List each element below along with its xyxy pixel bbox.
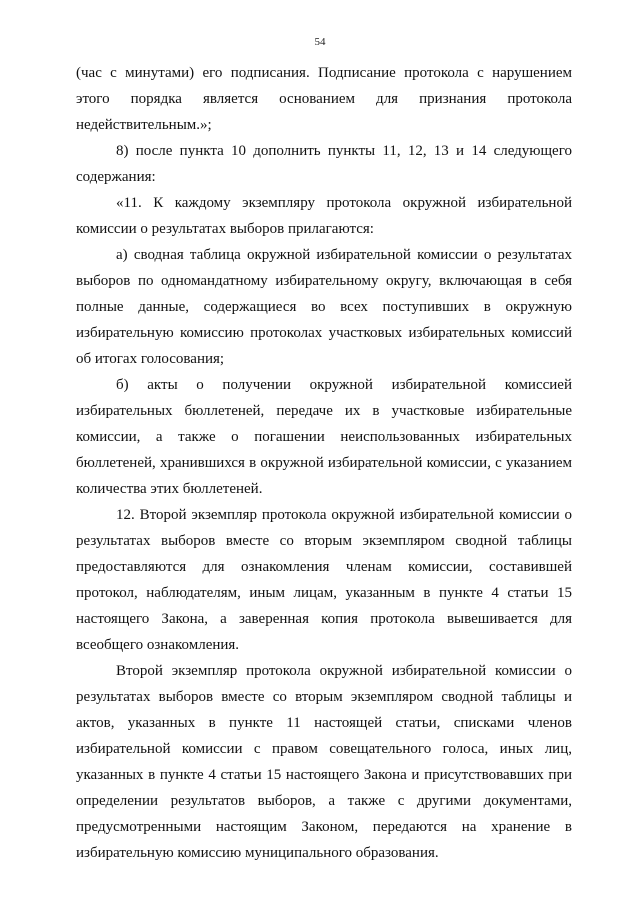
document-body — [76, 60, 572, 866]
paragraph-point-12: 12. Второй экземпляр протокола окружной избирательной комиссии о результатах выборов вместе со вторым экземпляром сводной таблицы предоставляются для ознакомления членам комиссии, составившей протокол, наблюдателям, иным лицам, указанным в пункте 4 статьи 15 настоящего Закона, а заверенная копия протокола вывешивается для всеобщего ознакомления. — [76, 507, 572, 653]
paragraph-subpoint-a: а) сводная таблица окружной избирательной комиссии о результатах выборов по одномандатному избирательному округу, включающая в себя полные данные, содержащиеся во всех поступивших в окружную избирательную комиссию протоколах участковых избирательных комиссий об итогах голосования; — [76, 247, 572, 367]
paragraph-continuation: (час с минутами) его подписания. Подписание протокола с нарушением этого порядка является основанием для признания протокола недействительным.»; — [76, 65, 572, 133]
paragraph-point-12-second: Второй экземпляр протокола окружной избирательной комиссии о результатах выборов вместе со вторым экземпляром сводной таблицы и актов, указанных в пункте 11 настоящей статьи, списками членов избирательной комиссии с правом совещательного голоса, иных лиц, указанных в пункте 4 статьи 15 настоящего Закона и присутствовавших при определении результатов выборов, а также с другими документами, предусмотренными настоящим Законом, передаются на хранение в избирательную комиссию муниципального образования. — [76, 663, 572, 861]
paragraph-subpoint-b: б) акты о получении окружной избирательной комиссией избирательных бюллетеней, передаче их в участковые избирательные комиссии, а также о погашении неиспользованных избирательных бюллетеней, хранившихся в окружной избирательной комиссии, с указанием количества этих бюллетеней. — [76, 377, 572, 497]
page-number: 54 — [314, 36, 326, 48]
paragraph-point-11: «11. К каждому экземпляру протокола окружной избирательной комиссии о результатах выборов прилагаются: — [76, 195, 572, 237]
paragraph-item-8: 8) после пункта 10 дополнить пункты 11, 12, 13 и 14 следующего содержания: — [76, 143, 572, 185]
